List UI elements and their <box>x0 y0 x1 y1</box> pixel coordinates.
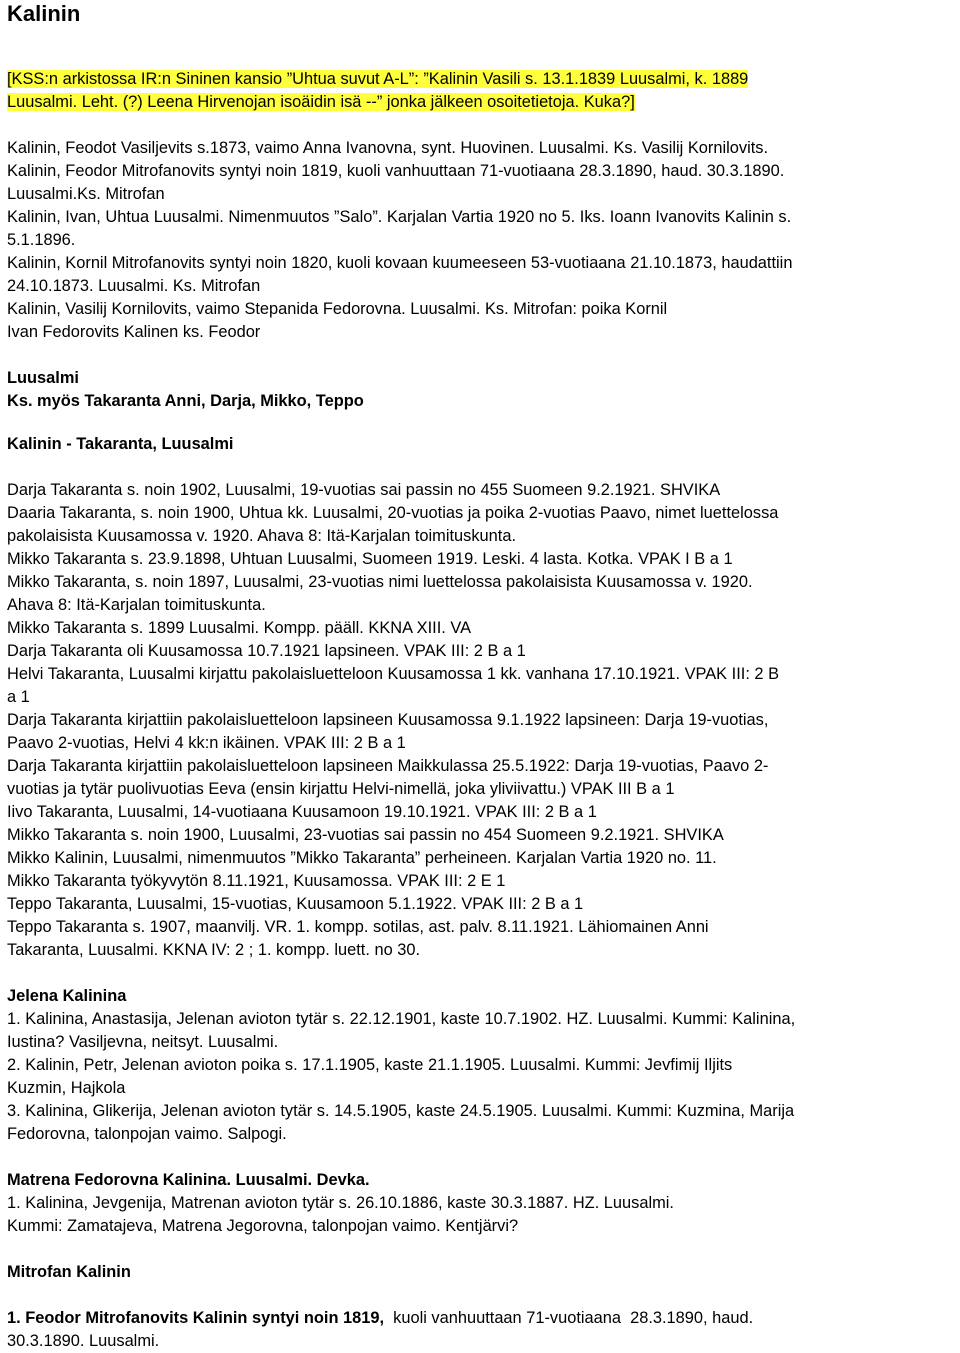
intro-line: Luusalmi.Ks. Mitrofan <box>7 185 165 203</box>
record-line <box>7 1307 957 1330</box>
section-heading-luusalmi: Luusalmi <box>7 369 79 387</box>
record-line: Darja Takaranta kirjattiin pakolaisluetteloon lapsineen Kuusamossa 9.1.1922 lapsineen: Darja 19-vuotias, <box>7 711 769 729</box>
section-heading-jelena: Jelena Kalinina <box>7 987 127 1005</box>
record-line: Mikko Takaranta s. 23.9.1898, Uhtuan Luusalmi, Suomeen 1919. Leski. 4 lasta. Kotka. VPAK I B a 1 <box>7 550 733 568</box>
record-line: Darja Takaranta s. noin 1902, Luusalmi, 19-vuotias sai passin no 455 Suomeen 9.2.1921. SHVIKA <box>7 481 721 499</box>
record-bold-part: 1. Feodor Mitrofanovits Kalinin syntyi noin 1819, <box>7 1309 385 1327</box>
intro-line: 24.10.1873. Luusalmi. Ks. Mitrofan <box>7 277 261 295</box>
section-heading-mitrofan: Mitrofan Kalinin <box>7 1263 131 1281</box>
record-line: 30.3.1890. Luusalmi. <box>7 1332 160 1350</box>
document-body <box>7 68 957 1353</box>
archive-note-line-2 <box>7 91 957 114</box>
record-line: Mikko Takaranta s. noin 1900, Luusalmi, 23-vuotias sai passin no 454 Suomeen 9.2.1921. SHVIKA <box>7 826 724 844</box>
record-line: a 1 <box>7 688 30 706</box>
page-title: Kalinin <box>7 1 81 26</box>
section-heading-takaranta: Kalinin - Takaranta, Luusalmi <box>7 435 234 453</box>
intro-line: Kalinin, Ivan, Uhtua Luusalmi. Nimenmuutos ”Salo”. Karjalan Vartia 1920 no 5. Iks. Ioann Ivanovits Kalinin s. <box>7 208 792 226</box>
intro-line: Kalinin, Kornil Mitrofanovits syntyi noin 1820, kuoli kovaan kuumeeseen 53-vuotiaana 21.10.1873, haudattiin <box>7 254 793 272</box>
record-line: 3. Kalinina, Glikerija, Jelenan avioton tytär s. 14.5.1905, kaste 24.5.1905. Luusalmi. Kummi: Kuzmina, Marija <box>7 1102 795 1120</box>
intro-line: 5.1.1896. <box>7 231 76 249</box>
intro-line: Kalinin, Feodor Mitrofanovits syntyi noin 1819, kuoli vanhuuttaan 71-vuotiaana 28.3.1890, haud. 30.3.1890. <box>7 162 785 180</box>
see-also-line: Ks. myös Takaranta Anni, Darja, Mikko, Teppo <box>7 392 364 410</box>
record-line: Mikko Takaranta työkyvytön 8.11.1921, Kuusamossa. VPAK III: 2 E 1 <box>7 872 506 890</box>
section-heading-matrena: Matrena Fedorovna Kalinina. Luusalmi. Devka. <box>7 1171 370 1189</box>
record-line: Kuzmin, Hajkola <box>7 1079 126 1097</box>
record-line: 1. Kalinina, Jevgenija, Matrenan avioton tytär s. 26.10.1886, kaste 30.3.1887. HZ. Luusalmi. <box>7 1194 674 1212</box>
record-line: vuotias ja tytär puolivuotias Eeva (ensin kirjattu Helvi-nimellä, joka yliviivattu.) VPAK III B a 1 <box>7 780 675 798</box>
record-line: Daaria Takaranta, s. noin 1900, Uhtua kk. Luusalmi, 20-vuotias ja poika 2-vuotias Paavo, nimet luettelossa <box>7 504 779 522</box>
record-line: Helvi Takaranta, Luusalmi kirjattu pakolaisluetteloon Kuusamossa 1 kk. vanhana 17.10.1921. VPAK III: 2 B <box>7 665 780 683</box>
record-line: Ahava 8: Itä-Karjalan toimituskunta. <box>7 596 266 614</box>
highlighted-text: Luusalmi. Leht. (?) Leena Hirvenojan isoäidin isä --” jonka jälkeen osoitetietoja. Kuka?] <box>7 93 635 111</box>
record-line: Iustina? Vasiljevna, neitsyt. Luusalmi. <box>7 1033 279 1051</box>
record-line: pakolaisista Kuusamossa v. 1920. Ahava 8: Itä-Karjalan toimituskunta. <box>7 527 516 545</box>
intro-line: Ivan Fedorovits Kalinen ks. Feodor <box>7 323 261 341</box>
record-line: Mikko Takaranta s. 1899 Luusalmi. Kompp. pääll. KKNA XIII. VA <box>7 619 472 637</box>
record-line: Darja Takaranta kirjattiin pakolaisluetteloon lapsineen Maikkulassa 25.5.1922: Darja 19-vuotias, Paavo 2- <box>7 757 769 775</box>
highlighted-text: [KSS:n arkistossa IR:n Sininen kansio ”Uhtua suvut A-L”: ”Kalinin Vasili s. 13.1.1839 Luusalmi, k. 1889 <box>7 70 749 88</box>
record-line: 1. Kalinina, Anastasija, Jelenan avioton tytär s. 22.12.1901, kaste 10.7.1902. HZ. Luusalmi. Kummi: Kalinina, <box>7 1010 796 1028</box>
record-line: Mikko Kalinin, Luusalmi, nimenmuutos ”Mikko Takaranta” perheineen. Karjalan Vartia 1920 no. 11. <box>7 849 717 867</box>
intro-line: Kalinin, Feodot Vasiljevits s.1873, vaimo Anna Ivanovna, synt. Huovinen. Luusalmi. Ks. Vasilij Kornilovits. <box>7 139 769 157</box>
record-line: Paavo 2-vuotias, Helvi 4 kk:n ikäinen. VPAK III: 2 B a 1 <box>7 734 406 752</box>
record-rest-part: kuoli vanhuuttaan 71-vuotiaana 28.3.1890, haud. <box>384 1309 754 1327</box>
record-line: 2. Kalinin, Petr, Jelenan avioton poika s. 17.1.1905, kaste 21.1.1905. Luusalmi. Kummi: Jevfimij Iljits <box>7 1056 733 1074</box>
record-line: Teppo Takaranta s. 1907, maanvilj. VR. 1. kompp. sotilas, ast. palv. 8.11.1921. Lähiomainen Anni <box>7 918 709 936</box>
record-line: Iivo Takaranta, Luusalmi, 14-vuotiaana Kuusamoon 19.10.1921. VPAK III: 2 B a 1 <box>7 803 597 821</box>
record-line: Fedorovna, talonpojan vaimo. Salpogi. <box>7 1125 287 1143</box>
record-line: Kummi: Zamatajeva, Matrena Jegorovna, talonpojan vaimo. Kentjärvi? <box>7 1217 519 1235</box>
record-line: Darja Takaranta oli Kuusamossa 10.7.1921 lapsineen. VPAK III: 2 B a 1 <box>7 642 526 660</box>
record-line: Mikko Takaranta, s. noin 1897, Luusalmi, 23-vuotias nimi luettelossa pakolaisista Kuusamossa v. 1920. <box>7 573 753 591</box>
intro-line: Kalinin, Vasilij Kornilovits, vaimo Stepanida Fedorovna. Luusalmi. Ks. Mitrofan: poika Kornil <box>7 300 668 318</box>
record-line: Takaranta, Luusalmi. KKNA IV: 2 ; 1. kompp. luett. no 30. <box>7 941 421 959</box>
archive-note-line-1 <box>7 68 957 91</box>
record-line: Teppo Takaranta, Luusalmi, 15-vuotias, Kuusamoon 5.1.1922. VPAK III: 2 B a 1 <box>7 895 584 913</box>
